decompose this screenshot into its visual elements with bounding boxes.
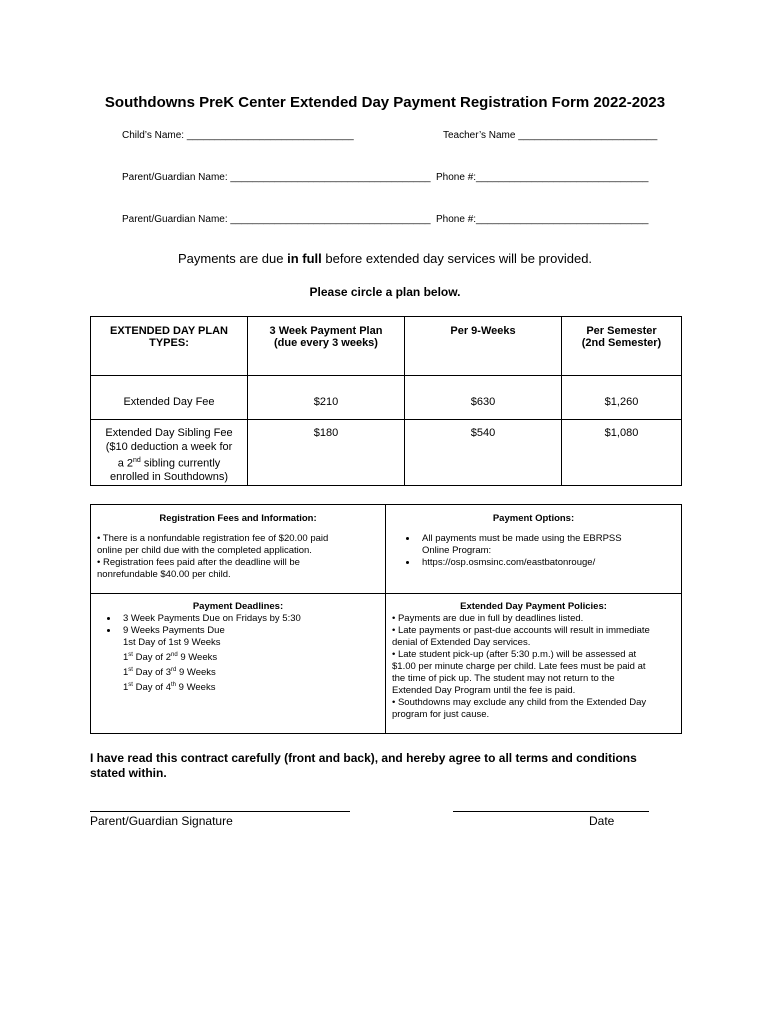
payment-options-list	[394, 533, 681, 569]
phone-field-1[interactable]: Phone #:_______________________________	[436, 172, 649, 183]
date-label: Date	[589, 814, 615, 828]
payment-link[interactable]: • https://osp.osmsinc.com/eastbatonrouge/	[418, 557, 681, 569]
row-label[interactable]: Extended Day Sibling Fee ($10 deduction a week for a 2nd sibling currently enrolled in Southdowns)	[91, 419, 248, 485]
list-item: • All payments must be made using the EBRPSS Online Program:	[418, 533, 681, 557]
registration-title: Registration Fees and Information:	[159, 513, 317, 524]
table-row	[91, 419, 682, 485]
teacher-name-field[interactable]: Teacher’s Name _________________________	[443, 130, 658, 141]
deadlines-title: Payment Deadlines:	[192, 601, 284, 612]
date-line[interactable]	[453, 811, 649, 812]
agreement-statement: I have read this contract carefully (front and back), and hereby agree to all terms and conditions stated within.	[90, 751, 637, 780]
guardian-name-field-2[interactable]: Parent/Guardian Name: ____________________________________	[122, 214, 431, 225]
price-cell[interactable]: $210	[248, 376, 405, 419]
price-cell[interactable]: $1,260	[562, 376, 682, 419]
plans-table	[90, 316, 682, 486]
payment-options-box	[385, 504, 682, 594]
payment-options-title: Payment Options:	[492, 513, 575, 524]
payment-notice: Payments are due in full before extended day services will be provided.	[177, 251, 593, 266]
header-plan-types: EXTENDED DAY PLAN TYPES:	[91, 317, 248, 376]
header-semester: Per Semester (2nd Semester)	[562, 317, 682, 376]
price-cell[interactable]: $180	[248, 419, 405, 485]
deadlines-list	[97, 613, 385, 694]
header-nine-weeks: Per 9-Weeks	[405, 317, 562, 376]
signature-line[interactable]	[90, 811, 350, 812]
table-header-row	[91, 317, 682, 376]
policies-title: Extended Day Payment Policies:	[460, 601, 607, 612]
payment-deadlines-box	[90, 593, 386, 734]
list-item: • 3 Week Payments Due on Fridays by 5:30	[119, 613, 385, 625]
price-cell[interactable]: $1,080	[562, 419, 682, 485]
child-name-field[interactable]: Child’s Name: ______________________________	[122, 130, 354, 141]
row-label[interactable]: Extended Day Fee	[91, 376, 248, 419]
list-item: • 9 Weeks Payments Due 1st Day of 1st 9 Weeks 1st Day of 2nd 9 Weeks 1st Day of 3rd 9 Weeks 1st Day of 4th 9 Weeks	[119, 625, 385, 694]
phone-field-2[interactable]: Phone #:_______________________________	[436, 214, 649, 225]
registration-text: • There is a nonfundable registration fee of $20.00 paid online per child due with the completed application. • Registration fees paid after the deadline will be nonrefundable $40.00 per child.	[97, 533, 329, 580]
header-three-week: 3 Week Payment Plan (due every 3 weeks)	[248, 317, 405, 376]
form-title: Southdowns PreK Center Extended Day Payment Registration Form 2022-2023	[104, 94, 666, 111]
circle-instruction: Please circle a plan below.	[309, 285, 461, 299]
payment-policies-box	[385, 593, 682, 734]
policies-text: • Payments are due in full by deadlines listed. • Late payments or past-due accounts will result in immediate denial of Extended Day services. • Late student pick-up (after 5:30 p.m.) will be assessed at $1.00 per minute charge per child. Late fees must be paid at the time of pick up. The student may not return to the Extended Day Program until the fee is paid. • Southdowns may exclude any child from the Extended Day program for just cause.	[392, 613, 650, 720]
table-row	[91, 376, 682, 419]
price-cell[interactable]: $540	[405, 419, 562, 485]
signature-label: Parent/Guardian Signature	[90, 814, 233, 828]
guardian-name-field-1[interactable]: Parent/Guardian Name: ____________________________________	[122, 172, 431, 183]
registration-info-box	[90, 504, 386, 594]
price-cell[interactable]: $630	[405, 376, 562, 419]
